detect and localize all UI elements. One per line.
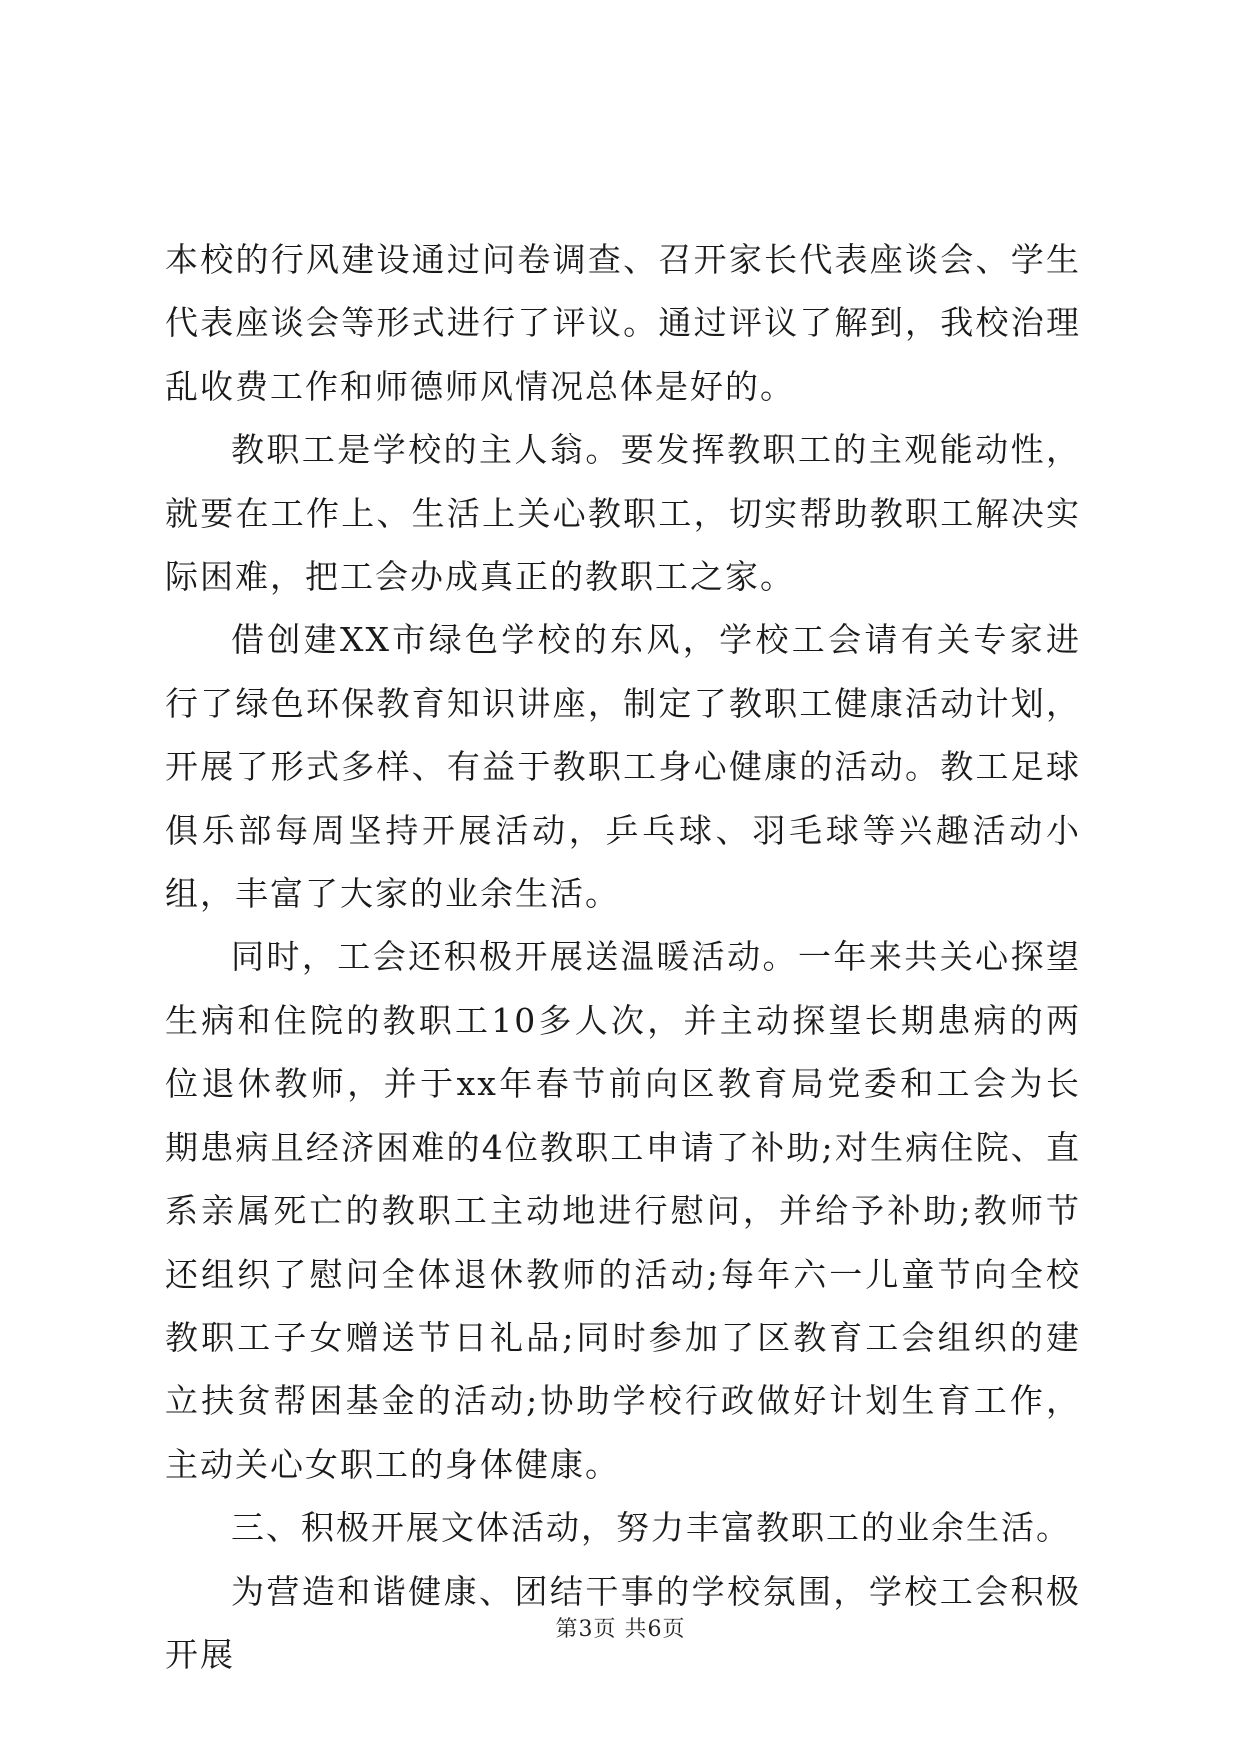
- document-body: [165, 228, 1081, 1686]
- section-heading-3: 三、积极开展文体活动，努力丰富教职工的业余生活。: [231, 1508, 1071, 1548]
- paragraph-5: 为营造和谐健康、团结干事的学校氛围，学校工会积极开展: [165, 1571, 1081, 1674]
- paragraph-4: 同时，工会还积极开展送温暖活动。一年来共关心探望生病和住院的教职工10多人次，并主动探望长期患病的两位退休教师，并于xx年春节前向区教育局党委和工会为长期患病且经济困难的4位教职工申请了补助;对生病住院、直系亲属死亡的教职工主动地进行慰问，并给予补助;教师节还组织了慰问全体退休教师的活动;每年六一儿童节向全校教职工子女赠送节日礼品;同时参加了区教育工会组织的建立扶贫帮困基金的活动;协助学校行政做好计划生育工作，主动关心女职工的身体健康。: [165, 937, 1081, 1484]
- paragraph-3: 借创建XX市绿色学校的东风，学校工会请有关专家进行了绿色环保教育知识讲座，制定了教职工健康活动计划，开展了形式多样、有益于教职工身心健康的活动。教工足球俱乐部每周坚持开展活动，乒乓球、羽毛球等兴趣活动小组，丰富了大家的业余生活。: [165, 620, 1081, 914]
- paragraph-1: 本校的行风建设通过问卷调查、召开家长代表座谈会、学生代表座谈会等形式进行了评议。通过评议了解到，我校治理乱收费工作和师德师风情况总体是好的。: [165, 240, 1081, 406]
- page-number-footer: 第3页 共6页: [555, 1617, 686, 1642]
- paragraph-2: 教职工是学校的主人翁。要发挥教职工的主观能动性，就要在工作上、生活上关心教职工，切实帮助教职工解决实际困难，把工会办成真正的教职工之家。: [165, 430, 1081, 597]
